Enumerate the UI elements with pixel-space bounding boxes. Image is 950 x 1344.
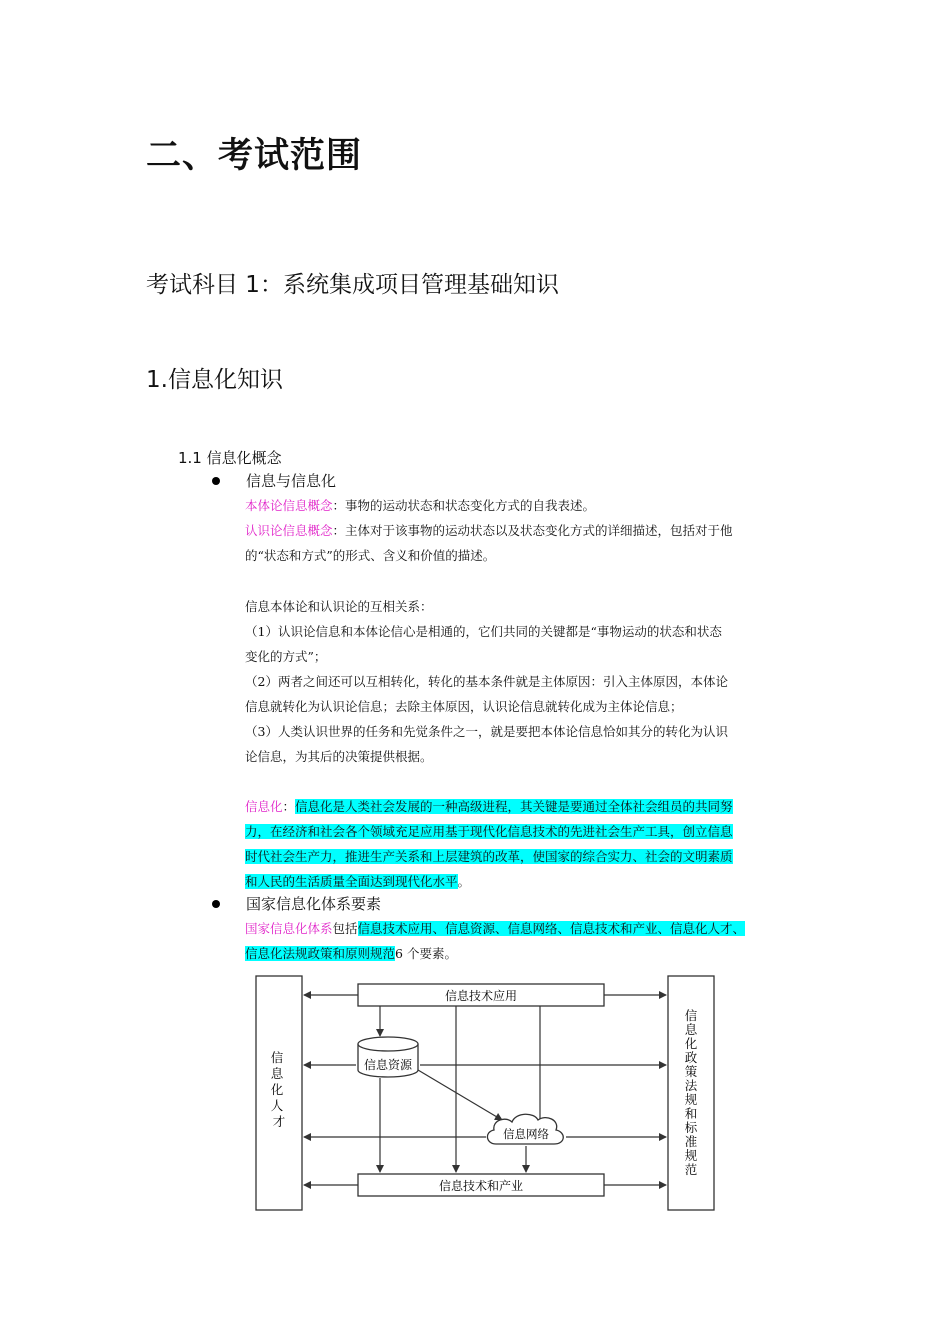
bullet-icon [212,900,220,908]
epist-paragraph-line1 [245,518,733,543]
network-label: 信息网络 [503,1127,549,1141]
ontology-term: 本体论信息概念 [245,498,333,513]
bullet-icon [212,477,220,485]
national-system-highlight-2: 信息化法规政策和原则规范 [245,946,396,961]
informatization-line3 [245,844,733,869]
policy-label: 信息化政策法规和标准规范 [684,1008,698,1177]
informatization-highlight-2: 力，在经济和社会各个领域充足应用基于现代化信息技术的先进社会生产工具，创立信息 [245,824,733,839]
horizontal-arrows [304,995,666,1185]
arrow-resource-to-network [418,1070,502,1120]
national-system-term: 国家信息化体系 [245,921,333,936]
informatization-line1: 信息化：信息化是人类社会发展的一种高级进程，其关键是要通过全体社会组员的共同努 [245,799,733,814]
epist-term: 认识论信息概念 [245,523,333,538]
relation-3-line2: 论信息，为其后的决策提供根据。 [245,749,433,764]
ontology-text: ：事物的运动状态和状态变化方式的自我表述。 [332,498,596,513]
section-title: 二、考试范围 [146,136,363,176]
informatization-highlight-4: 和人民的生活质量全面达到现代化水平 [245,874,458,889]
informatization-highlight-3: 时代社会生产力，推进生产关系和上层建筑的改革，使国家的综合实力、社会的文明素质 [245,849,733,864]
informatization-term: 信息化 [245,799,283,814]
subsection-title: 1.1 信息化概念 [178,449,282,467]
informatization-system-diagram [250,970,720,1215]
bullet-label-national: 国家信息化体系要素 [246,895,382,913]
relation-2-line1: （2）两者之间还可以互相转化，转化的基本条件就是主体原因：引入主体原因，本体论 [245,674,728,689]
ontology-paragraph [245,493,595,518]
informatization-line2 [245,819,733,844]
informatization-highlight-1: 信息化是人类社会发展的一种高级进程，其关键是要通过全体社会组员的共同努 [295,799,733,814]
bullet-label-info: 信息与信息化 [246,472,337,490]
chapter-title: 1.信息化知识 [146,367,283,393]
relation-3-line1: （3）人类认识世界的任务和先觉条件之一，就是要把本体论信息恰如其分的转化为认识 [245,724,728,739]
tech-industry-label: 信息技术和产业 [438,1179,524,1193]
talent-label: 信 息 化 人 才 [270,1050,286,1129]
relation-title: 信息本体论和认识论的互相关系： [245,599,433,614]
relation-1-line2: 变化的方式”； [245,649,327,664]
epist-paragraph-line2: 的“状态和方式”的形式、含义和价值的描述。 [245,548,496,563]
national-system-line1: 国家信息化体系包括信息技术应用、信息资源、信息网络、信息技术和产业、信息化人才、 [245,921,746,936]
tech-application-label: 信息技术应用 [444,989,518,1003]
relation-1-line1: （1）认识论信息和本体论信心是相通的，它们共同的关键都是“事物运动的状态和状态 [245,624,722,639]
resource-label: 信息资源 [363,1058,413,1072]
epist-text: ：主体对于该事物的运动状态以及状态变化方式的详细描述，包括对于他 [332,523,733,538]
subject-title: 考试科目 1：系统集成项目管理基础知识 [146,272,559,298]
informatization-line4: 和人民的生活质量全面达到现代化水平。 [245,874,471,889]
relation-2-line2: 信息就转化为认识论信息；去除主体原因，认识论信息就转化成为主体论信息； [245,699,683,714]
national-system-line2: 信息化法规政策和原则规范6 个要素。 [245,946,457,961]
national-system-highlight-1: 信息技术应用、信息资源、信息网络、信息技术和产业、信息化人才、 [357,921,746,936]
